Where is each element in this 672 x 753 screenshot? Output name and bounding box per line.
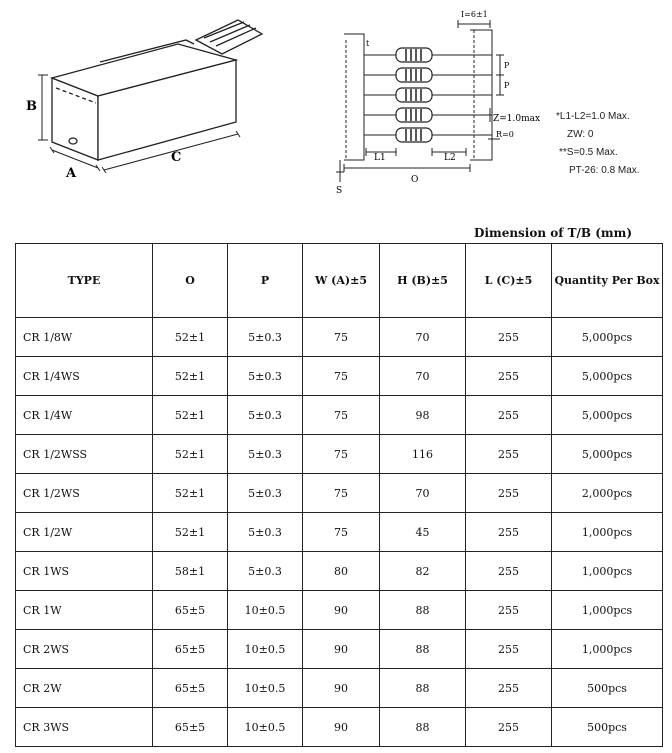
width-cell: 75: [303, 357, 380, 396]
width-cell: 90: [303, 630, 380, 669]
width-cell: 75: [303, 435, 380, 474]
width-cell: 90: [303, 591, 380, 630]
o-cell: 65±5: [153, 630, 228, 669]
height-cell: 88: [380, 708, 466, 747]
quantity-cell: 1,000pcs: [552, 591, 663, 630]
type-cell: CR 1W: [16, 591, 153, 630]
table-row: [16, 435, 663, 474]
quantity-cell: 5,000pcs: [552, 396, 663, 435]
tape-label-top: I=6±1: [461, 10, 488, 19]
quantity-cell: 500pcs: [552, 708, 663, 747]
header-o: O: [153, 244, 228, 318]
type-cell: CR 2WS: [16, 630, 153, 669]
p-cell: 5±0.3: [228, 474, 303, 513]
packaging-diagram: [0, 0, 672, 215]
type-cell: CR 1WS: [16, 552, 153, 591]
quantity-cell: 5,000pcs: [552, 318, 663, 357]
quantity-cell: 1,000pcs: [552, 630, 663, 669]
table-row: [16, 630, 663, 669]
header-type: TYPE: [16, 244, 153, 318]
o-cell: 52±1: [153, 513, 228, 552]
tape-label-s: S: [336, 186, 343, 196]
type-cell: CR 1/2W: [16, 513, 153, 552]
p-cell: 5±0.3: [228, 357, 303, 396]
length-cell: 255: [466, 708, 552, 747]
width-cell: 75: [303, 318, 380, 357]
length-cell: 255: [466, 435, 552, 474]
tape-label-p2: P: [504, 81, 510, 90]
p-cell: 10±0.5: [228, 669, 303, 708]
width-cell: 75: [303, 474, 380, 513]
header-width: W (A)±5: [303, 244, 380, 318]
box-label-b: B: [26, 99, 37, 114]
type-cell: CR 1/4WS: [16, 357, 153, 396]
table-row: [16, 708, 663, 747]
p-cell: 5±0.3: [228, 318, 303, 357]
table-row: [16, 318, 663, 357]
tape-label-o: O: [411, 175, 419, 185]
p-cell: 10±0.5: [228, 630, 303, 669]
resistor-4: [396, 108, 432, 122]
table-row: [16, 474, 663, 513]
length-cell: 255: [466, 318, 552, 357]
dimension-table: [15, 243, 663, 747]
table-row: [16, 669, 663, 708]
note-2: ZW: 0: [567, 129, 594, 140]
p-cell: 5±0.3: [228, 396, 303, 435]
o-cell: 65±5: [153, 591, 228, 630]
tape-label-l1: L1: [374, 153, 386, 163]
tape-label-z: Z=1.0max: [493, 114, 541, 124]
resistor-2: [396, 68, 432, 82]
header-length: L (C)±5: [466, 244, 552, 318]
table-header-row: [16, 244, 663, 318]
table-row: [16, 357, 663, 396]
height-cell: 45: [380, 513, 466, 552]
length-cell: 255: [466, 669, 552, 708]
height-cell: 88: [380, 591, 466, 630]
length-cell: 255: [466, 396, 552, 435]
length-cell: 255: [466, 630, 552, 669]
quantity-cell: 1,000pcs: [552, 552, 663, 591]
table-row: [16, 513, 663, 552]
o-cell: 65±5: [153, 669, 228, 708]
type-cell: CR 1/4W: [16, 396, 153, 435]
length-cell: 255: [466, 357, 552, 396]
width-cell: 75: [303, 513, 380, 552]
note-1: *L1-L2=1.0 Max.: [556, 111, 630, 122]
type-cell: CR 2W: [16, 669, 153, 708]
resistor-3: [396, 88, 432, 102]
note-4: PT-26: 0.8 Max.: [569, 165, 640, 176]
o-cell: 58±1: [153, 552, 228, 591]
height-cell: 70: [380, 318, 466, 357]
resistor-bodies: [396, 48, 432, 142]
o-cell: 52±1: [153, 357, 228, 396]
header-height: H (B)±5: [380, 244, 466, 318]
p-cell: 10±0.5: [228, 708, 303, 747]
type-cell: CR 3WS: [16, 708, 153, 747]
header-quantity: Quantity Per Box: [552, 244, 663, 318]
type-cell: CR 1/2WSS: [16, 435, 153, 474]
box-illustration: [38, 20, 262, 173]
length-cell: 255: [466, 591, 552, 630]
table-row: [16, 552, 663, 591]
type-cell: CR 1/8W: [16, 318, 153, 357]
width-cell: 80: [303, 552, 380, 591]
tape-label-l2: L2: [444, 153, 456, 163]
length-cell: 255: [466, 474, 552, 513]
box-label-a: A: [66, 166, 77, 181]
resistor-5: [396, 128, 432, 142]
quantity-cell: 5,000pcs: [552, 435, 663, 474]
note-3: **S=0.5 Max.: [559, 147, 618, 158]
length-cell: 255: [466, 552, 552, 591]
length-cell: 255: [466, 513, 552, 552]
o-cell: 52±1: [153, 318, 228, 357]
o-cell: 52±1: [153, 435, 228, 474]
height-cell: 70: [380, 474, 466, 513]
header-p: P: [228, 244, 303, 318]
p-cell: 5±0.3: [228, 435, 303, 474]
o-cell: 52±1: [153, 474, 228, 513]
quantity-cell: 1,000pcs: [552, 513, 663, 552]
width-cell: 90: [303, 669, 380, 708]
height-cell: 70: [380, 357, 466, 396]
tape-label-r: R=0: [496, 130, 514, 139]
height-cell: 98: [380, 396, 466, 435]
quantity-cell: 500pcs: [552, 669, 663, 708]
p-cell: 10±0.5: [228, 591, 303, 630]
width-cell: 75: [303, 396, 380, 435]
quantity-cell: 2,000pcs: [552, 474, 663, 513]
o-cell: 52±1: [153, 396, 228, 435]
height-cell: 82: [380, 552, 466, 591]
table-row: [16, 591, 663, 630]
tape-label-t: t: [366, 39, 370, 48]
height-cell: 116: [380, 435, 466, 474]
type-cell: CR 1/2WS: [16, 474, 153, 513]
table-caption: Dimension of T/B (mm): [474, 226, 632, 240]
o-cell: 65±5: [153, 708, 228, 747]
p-cell: 5±0.3: [228, 552, 303, 591]
height-cell: 88: [380, 630, 466, 669]
table-row: [16, 396, 663, 435]
quantity-cell: 5,000pcs: [552, 357, 663, 396]
height-cell: 88: [380, 669, 466, 708]
width-cell: 90: [303, 708, 380, 747]
p-cell: 5±0.3: [228, 513, 303, 552]
tape-label-p1: P: [504, 61, 510, 70]
resistor-1: [396, 48, 432, 62]
box-label-c: C: [171, 150, 182, 165]
